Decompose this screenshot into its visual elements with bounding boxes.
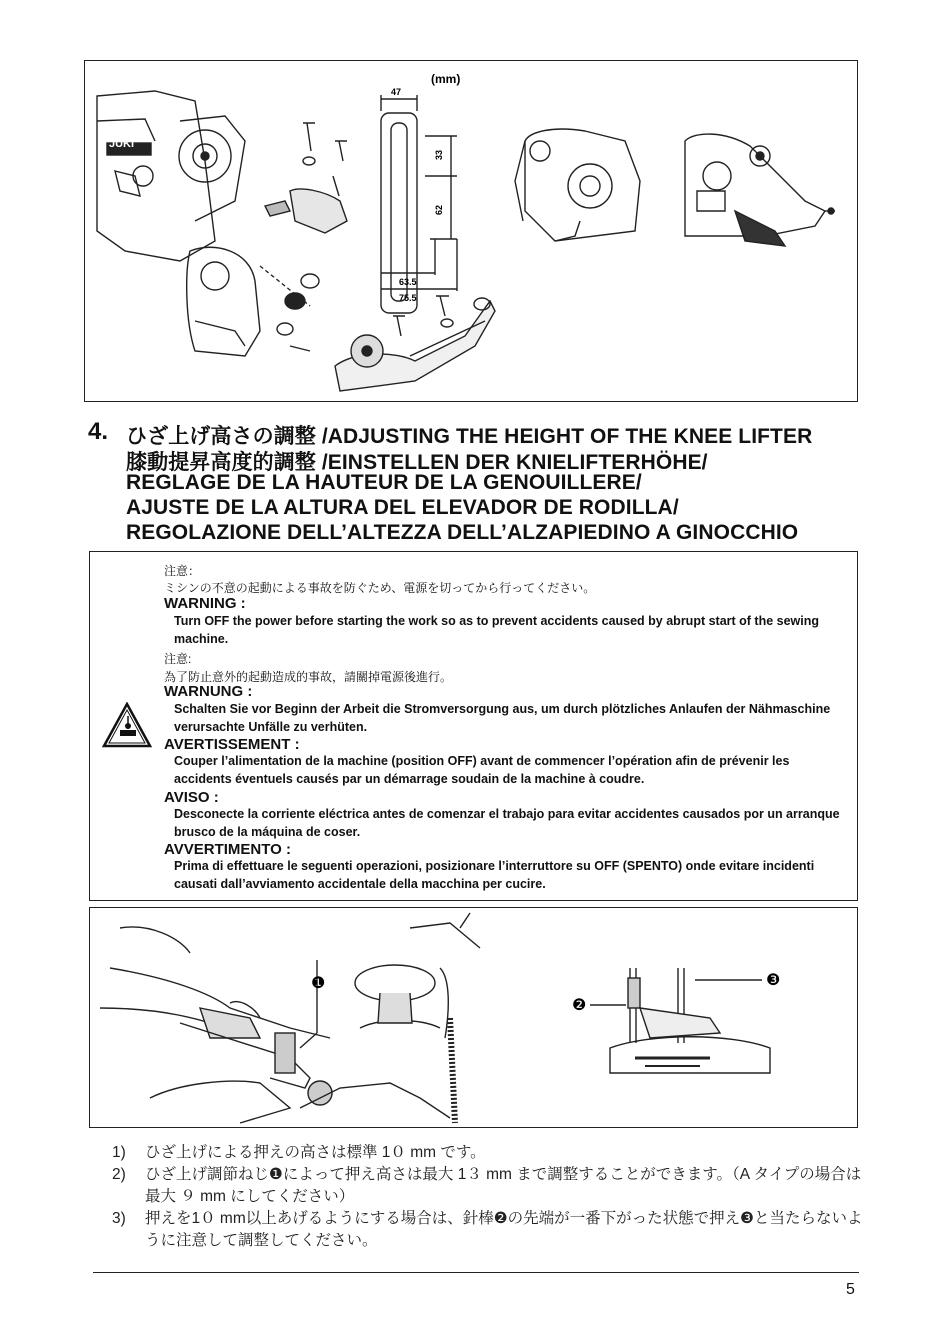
warning-text-de: Schalten Sie vor Beginn der Arbeit die Stromversorgung aus, um durch plötzliches Anlaufen der Nähmaschine verursachte Unfälle zu verhüten.: [174, 702, 831, 734]
jp-caution-label: 注意：: [164, 564, 201, 578]
dim-47: 47: [391, 87, 402, 97]
title-line-jp-en: ひざ上げ高さの調整 /ADJUSTING THE HEIGHT OF THE KNEE LIFTER: [126, 425, 813, 448]
step-text: 押えを1０ mm以上あげるようにする場合は、針棒❷の先端が一番下がった状態で押え❸と当たらないように注意して調整してください。: [145, 1210, 863, 1249]
warning-text-es: Desconecte la corriente eléctrica antes de comenzar el trabajo para evitar accidentes causados por un arranque brusco de la máquina de coser.: [174, 807, 840, 839]
step-number: 1): [112, 1144, 126, 1161]
warning-heading-en: WARNING :: [164, 595, 246, 612]
zh-caution-text: 為了防止意外的起動造成的事故，請關掉電源後進行。: [164, 670, 453, 684]
callout-3: ❸: [766, 972, 781, 989]
unit-label: (mm): [431, 72, 461, 86]
warning-triangle-icon: [102, 702, 152, 748]
warning-box: [89, 551, 858, 901]
warning-heading-fr: AVERTISSEMENT :: [164, 736, 300, 753]
page-number: 5: [846, 1281, 855, 1298]
warning-heading-es: AVISO :: [164, 789, 219, 806]
brand-logo: JUKI: [109, 138, 135, 150]
warning-text-fr: Couper l’alimentation de la machine (position OFF) avant de commencer l’opération afin de prévenir les accidents éventuels causés par un démarrage soudain de la machine à coudre.: [174, 754, 790, 786]
machine-head-outline: [97, 91, 215, 261]
step-number: 3): [112, 1210, 126, 1227]
dim-33: 33: [434, 149, 444, 160]
top-illustration: [84, 60, 858, 402]
title-line-it: REGOLAZIONE DELL’ALTEZZA DELL’ALZAPIEDINO A GINOCCHIO: [126, 521, 799, 544]
dim-75-5: 75.5: [399, 293, 417, 303]
warning-heading-de: WARNUNG :: [164, 683, 253, 700]
step-text: ひざ上げによる押えの高さは標準 1０ mm です。: [145, 1144, 486, 1161]
title-line-fr: REGLAGE DE LA HAUTEUR DE LA GENOUILLERE/: [126, 471, 642, 494]
knee-lifter-parts-drawing: [85, 61, 859, 403]
step-text: ひざ上げ調節ねじ❶によって押え高さは最大 1３ mm まで調整することができます。（A タイプの場合は最大 ９ mm にしてください）: [145, 1166, 862, 1205]
dim-62: 62: [434, 204, 444, 215]
section-number: 4.: [88, 418, 109, 445]
footer-divider: [93, 1272, 859, 1273]
dim-63-5: 63.5: [399, 277, 417, 287]
callout-1: ❶: [311, 975, 326, 992]
jp-caution-text: ミシンの不意の起動による事故を防ぐため、電源を切ってから行ってください。: [164, 581, 596, 595]
knee-lifter-screw-drawing: [90, 908, 859, 1129]
warning-text-it: Prima di effettuare le seguenti operazioni, posizionare l’interruttore su OFF (SPENTO) onde evitare incidenti causati dall’avviamento accidentale della macchina per cucire.: [174, 859, 815, 891]
callout-2: ❷: [572, 997, 587, 1014]
zh-caution-label: 注意:: [164, 652, 192, 666]
step-number: 2): [112, 1166, 126, 1183]
title-line-es: AJUSTE DE LA ALTURA DEL ELEVADOR DE RODILLA/: [126, 496, 679, 519]
title-line-zh-de: 膝動提昇高度的調整 /EINSTELLEN DER KNIELIFTERHÖHE/: [126, 451, 708, 474]
warning-text-en: Turn OFF the power before starting the work so as to prevent accidents caused by abrupt start of the sewing machine.: [174, 614, 820, 646]
warning-heading-it: AVVERTIMENTO :: [164, 841, 291, 858]
bottom-illustration: [89, 907, 858, 1128]
